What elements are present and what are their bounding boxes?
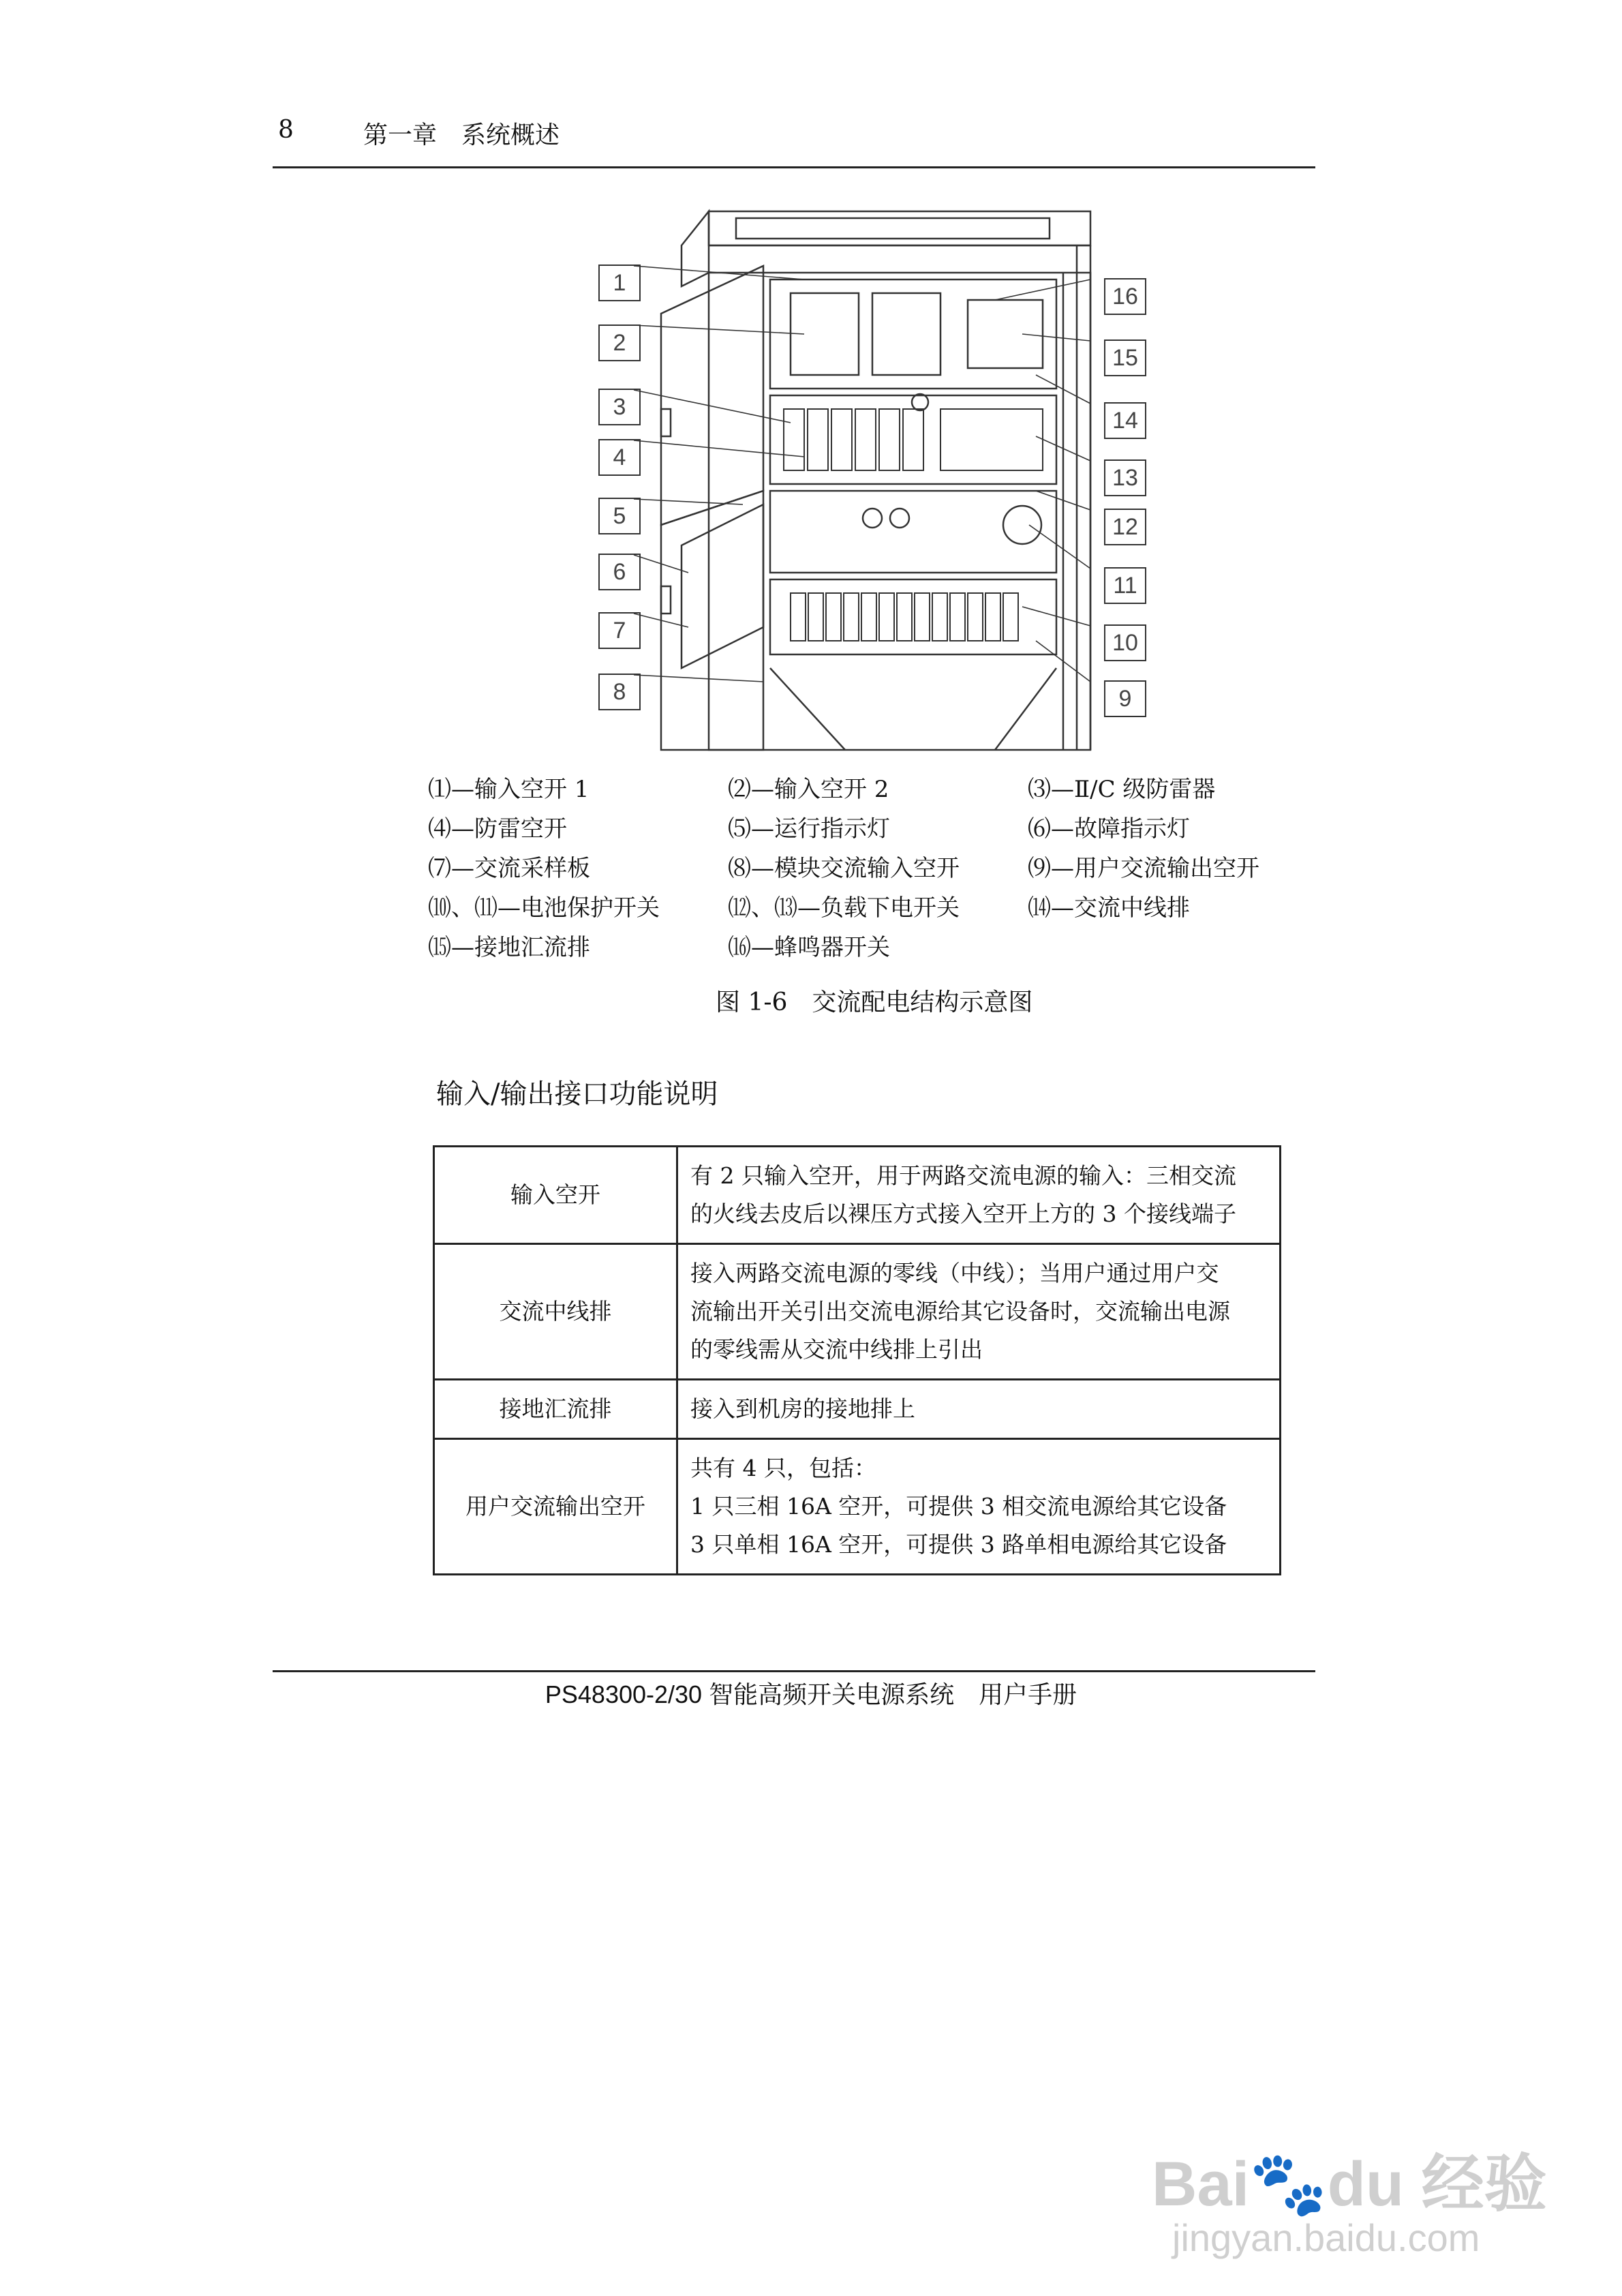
table-key-cell: 接地汇流排 xyxy=(434,1380,677,1439)
table-row xyxy=(434,1147,1281,1244)
legend-item: ⑵—输入空开 2 xyxy=(728,776,889,803)
legend-item: ⑷—防雷空开 xyxy=(428,815,567,843)
legend-item: ⑼—用户交流输出空开 xyxy=(1028,855,1259,882)
table-value-line: 共有 4 只，包括： xyxy=(690,1455,876,1481)
legend-item: ⑺—交流采样板 xyxy=(428,855,590,882)
table-value-cell xyxy=(677,1147,1281,1244)
section-title: 输入/输出接口功能说明 xyxy=(436,1078,718,1110)
callout-13: 13 xyxy=(1104,459,1146,496)
legend-item: ⑴—输入空开 1 xyxy=(428,776,590,803)
callout-11: 11 xyxy=(1104,567,1146,604)
figure-caption: 图 1-6 交流配电结构示意图 xyxy=(716,988,1033,1016)
legend-item: ⑹—故障指示灯 xyxy=(1028,815,1190,843)
callout-12: 12 xyxy=(1104,509,1146,545)
table-value-line: 接入到机房的接地排上 xyxy=(690,1395,915,1422)
table-row xyxy=(434,1380,1281,1439)
table-value-line: 的零线需从交流中线排上引出 xyxy=(690,1336,983,1363)
table-row xyxy=(434,1439,1281,1575)
table-key-cell: 输入空开 xyxy=(434,1147,677,1244)
cabinet-diagram xyxy=(586,205,1159,757)
table-value-line: 1 只三相 16A 空开，可提供 3 相交流电源给其它设备 xyxy=(690,1493,1227,1520)
table-value-line: 接入两路交流电源的零线（中线）；当用户通过用户交 xyxy=(690,1260,1219,1286)
callout-8: 8 xyxy=(598,674,641,710)
page-number: 8 xyxy=(278,116,294,144)
callout-2: 2 xyxy=(598,324,641,361)
callout-3: 3 xyxy=(598,389,641,425)
table-key-cell: 交流中线排 xyxy=(434,1244,677,1380)
callout-5: 5 xyxy=(598,498,641,534)
table-value-cell xyxy=(677,1244,1281,1380)
table-value-cell xyxy=(677,1439,1281,1575)
callout-9: 9 xyxy=(1104,680,1146,717)
callout-15: 15 xyxy=(1104,339,1146,376)
header-rule xyxy=(273,166,1315,168)
callout-7: 7 xyxy=(598,612,641,649)
table-value-line: 的火线去皮后以裸压方式接入空开上方的 3 个接线端子 xyxy=(690,1200,1236,1227)
callout-1: 1 xyxy=(598,265,641,301)
legend-item: ⒃—蜂鸣器开关 xyxy=(728,934,890,961)
legend-item: ⑻—模块交流输入空开 xyxy=(728,855,960,882)
legend-item: ⑸—运行指示灯 xyxy=(728,815,890,843)
interface-table xyxy=(433,1145,1281,1575)
legend-item: ⑶—Ⅱ/C 级防雷器 xyxy=(1028,776,1216,803)
callout-4: 4 xyxy=(598,439,641,476)
table-value-cell xyxy=(677,1380,1281,1439)
callout-14: 14 xyxy=(1104,402,1146,439)
footer-text: PS48300-2/30 智能高频开关电源系统 用户手册 xyxy=(545,1680,1077,1708)
table-value-line: 3 只单相 16A 空开，可提供 3 路单相电源给其它设备 xyxy=(690,1531,1227,1558)
callout-16: 16 xyxy=(1104,278,1146,315)
table-value-line: 有 2 只输入空开，用于两路交流电源的输入：三相交流 xyxy=(690,1162,1236,1189)
callout-10: 10 xyxy=(1104,624,1146,661)
legend-item: ⒁—交流中线排 xyxy=(1028,894,1190,922)
baidu-logo: Bai🐾du 经验 xyxy=(1152,2149,1547,2219)
callout-6: 6 xyxy=(598,554,641,590)
chapter-title: 第一章 系统概述 xyxy=(363,121,560,149)
footer-rule xyxy=(273,1670,1315,1672)
table-value-line: 流输出开关引出交流电源给其它设备时，交流输出电源 xyxy=(690,1298,1230,1325)
legend-item: ⒂—接地汇流排 xyxy=(428,934,590,961)
table-row xyxy=(434,1244,1281,1380)
watermark-url: jingyan.baidu.com xyxy=(1172,2216,1480,2259)
legend-item: ⑽、⑾—电池保护开关 xyxy=(428,894,660,922)
table-key-cell: 用户交流输出空开 xyxy=(434,1439,677,1575)
legend-item: ⑿、⒀—负载下电开关 xyxy=(728,894,960,922)
